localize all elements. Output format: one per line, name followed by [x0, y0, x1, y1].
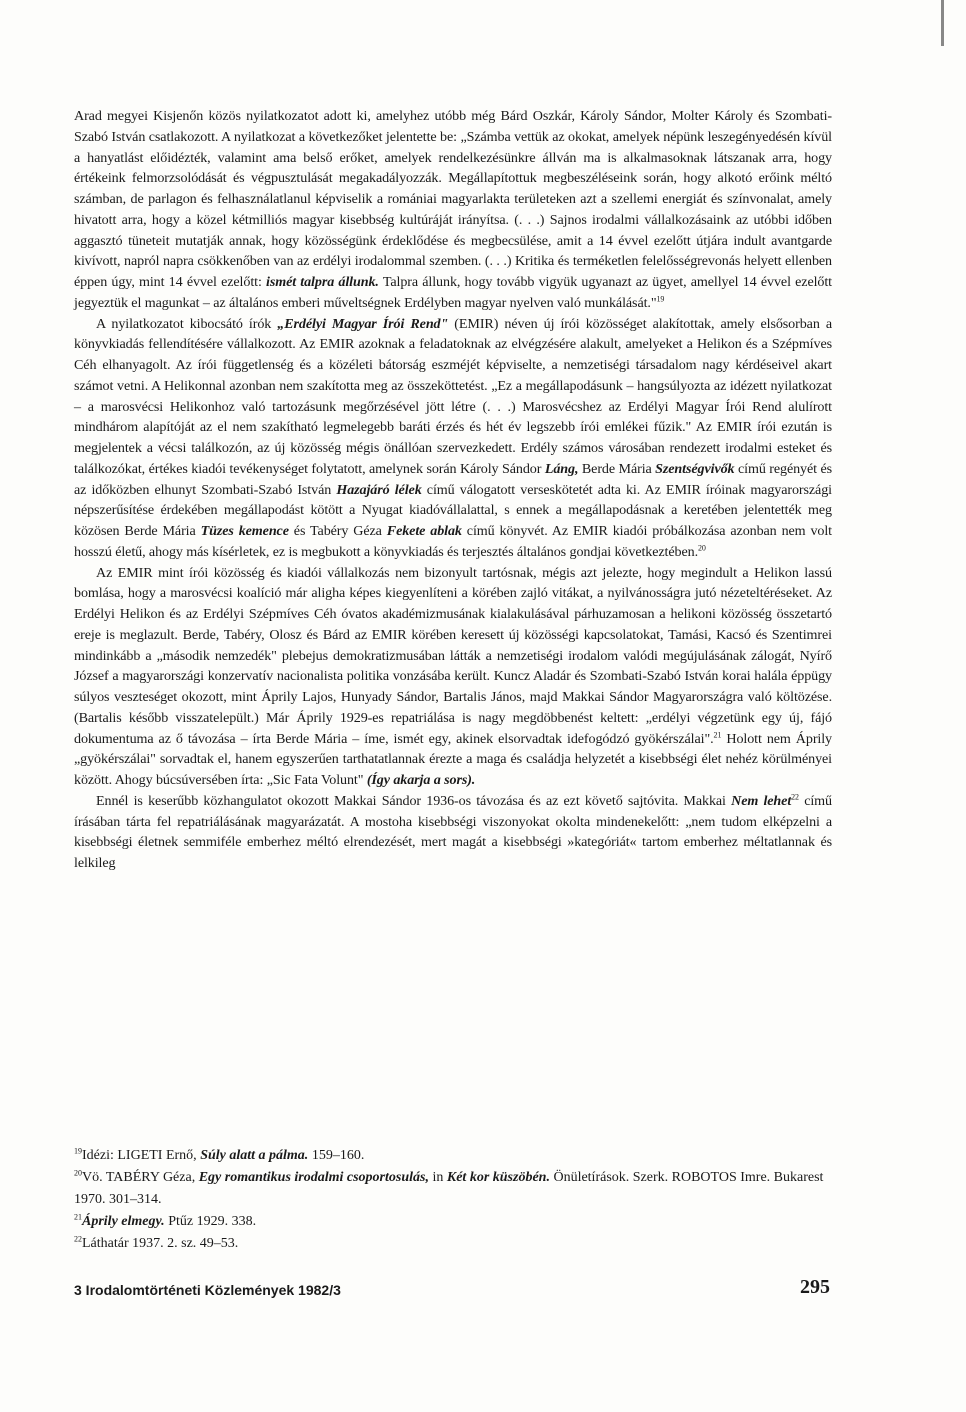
paragraph-1: Arad megyei Kisjenőn közös nyilatkozatot adott ki, amelyhez utóbb még Bárd Oszkár, Károly Sándor, Molter Károly és Szombati-Szabó István csatlakozott. A nyilatkozat a következőket jelentette be: „Számba vettük az okokat, amelyek népünk leszegényedésén kívül a hanyatlást előidézték, valamint ama belső erőket, amelyek rendelkezésünkre állván ma is alkalmasoknak látszanak arra, hogy értékeink felmorzsolódását és végpusztulását megakadályozzák. Megállapítottuk megbeszéléseink során, hogy alkotó erőink méltó számban, de parlagon és felhasználatlanul képviselik a romániai magyarlakta területeken azt a szellemi energiát és színvonalat, amely hivatott arra, hogy a közel kétmilliós magyar kisebbség kultúráját irányítsa. (. . .) Sajnos irodalmi vállalkozásaink az utóbbi időben aggasztó tüneteit mutatják annak, hogy közösségünk érdeklődése és megbecsülése, amit a 14 évvel ezelőtt útjára indult avantgarde kivívott, napról napra csökkenőben van az erdélyi irodalommal szemben. (. . .) Kritika és terméketlen felelősségrevonás helyett ellenben éppen úgy, mint 14 évvel ezelőtt: ismét talpra állunk. Talpra állunk, hogy tovább vigyük ugyanazt az ügyet, amellyel 14 évvel ezelőtt jegyeztük el magunkat – az általános emberi műveltségnek Erdélyben magyar nyelven való munkálását."$^{19}$: [74, 108, 832, 311]
scan-edge-mark: [941, 0, 944, 46]
journal-footer: 3 Irodalomtörténeti Közlemények 1982/3: [74, 1282, 341, 1298]
footnote-ref-20: 20: [698, 543, 706, 553]
paragraph-2: A nyilatkozatot kibocsátó írók „Erdélyi Magyar Írói Rend" (EMIR) néven új írói közösséget alakítottak, amely elsősorban a könyvkiadás fellendítésére vállalkozott. Az EMIR azoknak a feladatoknak az elvégzésére alakult, amelyeket a Helikon és a Szépmíves Céh elhanyagolt. Az írói függetlenség és a közéleti bátorság eszméjét képviselte, a nemzetiségi társadalom nagy kérdéseivel akart számot vetni. A Helikonnal azonban nem szakította meg az összeköttetést. „Ez a megállapodásunk – hangsúlyozta az idézett nyilatkozat – a marosvécsi Helikonhoz való tartozásunk megőrzésével jött létre (. . .) Marosvécshez az Erdélyi Magyar Írói Rend alulírott mindhárom alapítóját az el nem szakítható legmelegebb baráti érzés és hét év legszebb írói emlékei fűzik." Az EMIR írói ezután is megjelentek a vécsi találkozón, az új közösség mégis önállóan szervezkedett. Erdély számos városában rendezett irodalmi esteket és találkozókat, értékes kiadói tevékenységet folytatott, amelynek során Károly Sándor Láng, Berde Mária Szentségvivők című regényét és az időközben elhunyt Szombati-Szabó István Hazajáró lélek című válogatott verseskötetét adta ki. Az EMIR íróinak magyarországi népszerűsítése érdekében megállapodást kötött a Nyugat kiadóvállalattal, s ennek a megállapodásnak a keretében jelentették meg közösen Berde Mária Tüzes kemence és Tabéry Géza Fekete ablak című könyvét. Az EMIR kiadói próbálkozása azonban nem volt hosszú életű, ahogy más kísérletek, ez is megbukott a könyvkiadás és terjesztés általános gondjai következtében.$^{20}$: [74, 315, 832, 560]
footnote-ref-19: 19: [656, 294, 665, 304]
footnotes: [74, 1145, 832, 1255]
page-number: 295: [800, 1276, 830, 1298]
footnote-ref-21: 21: [713, 729, 722, 739]
paragraph-4: Ennél is keserűbb közhangulatot okozott Makkai Sándor 1936-os távozása és az ezt követő sajtóvita. Makkai Nem lehet$^{22}$ című írásában tárta fel repatriálásának magyarázatát. A mostoha kisebbségi viszonyokat okolta mindenekelőtt: „nem tudom elképzelni a kisebbségi életnek semmiféle emberhez méltó elrendezését, mert magát a kisebbségi »kategóriát« tartom emberhez méltatlannak és lelkileg: [74, 792, 832, 871]
paragraph-3: Az EMIR mint írói közösség és kiadói vállalkozás nem bizonyult tartósnak, mégis azt jelezte, hogy megindult a Helikon lassú bomlása, hogy a marosvécsi koalíció már aligha képes kiegyenlíteni a körében zajló vitákat, a nyilvánosságra jutó nézeteltéréseket. Az Erdélyi Helikon és az Erdélyi Szépmíves Céh óvatos akadémizmusának kialakulásával párhuzamosan a helikoni közösség összetartó ereje is meglazult. Berde, Tabéry, Olosz és Bárd az EMIR körében keresett új közösségi kapcsolatokat, Tamási, Kacsó és Szentimrei mindinkább a „második nemzedék" plebejus demokratizmusában látták a nemzetiségi irodalom valódi megújulásának zálogát, Nyírő József a magyarországi konzervatív nacionalista politika vonzásába került. Kuncz Aladár és Szombati-Szabó István korai halála éppügy súlyos veszteséget okozott, mint Áprily Lajos, Hunyady Sándor, Bartalis János, majd Makkai Sándor Magyarországra való költözése. (Bartalis később visszatelepült.) Már Áprily 1929-es repatriálása is nagy megdöbbenést keltett: „erdélyi végzetünk egy új, fájó dokumentuma az ő távozása – írta Berde Mária – íme, ismét egy, akinek elsorvadtak idefogódzó gyökérszálai".$^{21}$ Holott nem Áprily „gyökérszálai" sorvadtak el, hanem egyszerűen tarthatatlannak érezte a maga és családja helyzetét a kisebbségi élet nehéz körülményei között. Ahogy búcsúversében írta: „Sic Fata Volunt" (Így akarja a sors).: [74, 564, 832, 788]
footnote-ref-22: 22: [791, 792, 799, 802]
footnote-22: $^{22}$Láthatár 1937. 2. sz. 49–53.: [74, 1234, 239, 1251]
footnote-21: $^{21}$Áprily elmegy. Ptűz 1929. 338.: [74, 1212, 257, 1229]
footnote-20: $^{20}$Vö. TABÉRY Géza, Egy romantikus irodalmi csoportosulás, in Két kor küszöbén. Önületírások. Szerk. ROBOTOS Imre. Bukarest 1970. 301–314.: [74, 1168, 824, 1207]
main-text: [74, 106, 832, 874]
footnote-19: $^{19}$Idézi: LIGETI Ernő, Súly alatt a pálma. 159–160.: [74, 1146, 365, 1163]
